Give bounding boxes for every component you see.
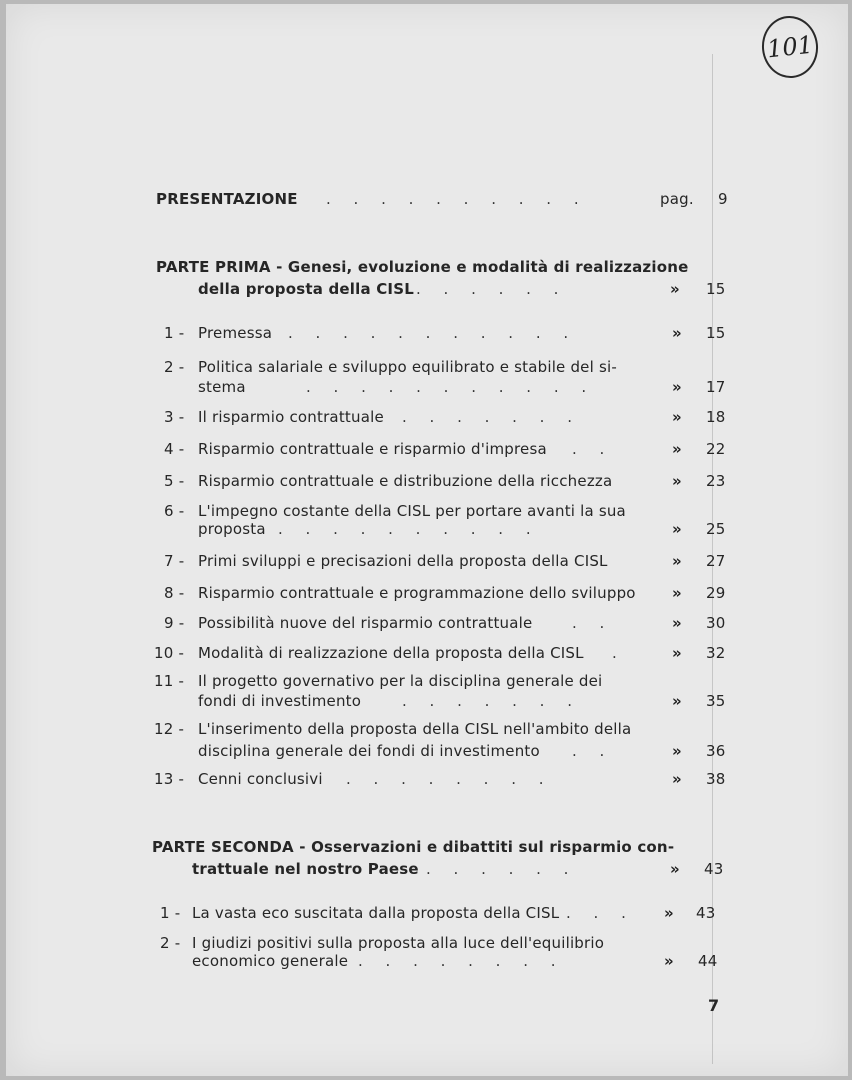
presentazione-pag-label: pag. [660,190,694,208]
presentazione-dots: . . . . . . . . . . [326,190,588,208]
parte-seconda-title: PARTE SECONDA - Osservazioni e dibattiti sul risparmio con- [152,838,675,856]
item-page: 17 [706,378,726,396]
item-number: 13 - [154,770,185,788]
item-title-line2: disciplina generale dei fondi di investimento [198,742,540,760]
item-dots: . [612,644,626,662]
item-number: 1 - [160,904,181,922]
item-dots: . . . . . . . . [346,770,553,788]
item-number: 9 - [164,614,185,632]
item-number: 10 - [154,644,185,662]
item-number: 12 - [154,720,185,738]
item-number: 2 - [164,358,185,376]
item-title-line2: economico generale [192,952,349,970]
item-title: I giudizi positivi sulla proposta alla luce dell'equilibrio [192,934,605,952]
parte-prima-page: 15 [706,280,726,298]
item-title: Risparmio contrattuale e programmazione dello sviluppo [198,584,636,602]
item-number: 6 - [164,502,185,520]
item-mark: » [672,520,682,538]
item-page: 23 [706,472,726,490]
item-title-line2: fondi di investimento [198,692,362,710]
parte-seconda-dots: . . . . . . [426,860,578,878]
item-page: 15 [706,324,726,342]
item-page: 44 [698,952,718,970]
item-mark: » [672,770,682,788]
page-number: 7 [708,996,720,1015]
item-page: 18 [706,408,726,426]
item-page: 43 [696,904,716,922]
item-mark: » [664,904,674,922]
item-title-line2: proposta [198,520,266,538]
item-dots: . . . . . . . . . . . [306,378,596,396]
item-title: Cenni conclusivi [198,770,323,788]
item-mark: » [672,584,682,602]
item-dots: . . . . . . . . . . . [288,324,578,342]
item-mark: » [672,742,682,760]
parte-seconda-title-line2: trattuale nel nostro Paese [192,860,419,878]
item-title-line2: stema [198,378,246,396]
item-title: Risparmio contrattuale e risparmio d'impresa [198,440,547,458]
item-dots: . . [572,440,614,458]
item-mark: » [672,472,682,490]
presentazione-page: 9 [718,190,728,208]
parte-prima-title: PARTE PRIMA - Genesi, evoluzione e modalità di realizzazione [156,258,689,276]
item-page: 32 [706,644,726,662]
parte-seconda-page: 43 [704,860,724,878]
item-title: Possibilità nuove del risparmio contrattuale [198,614,533,632]
item-page: 30 [706,614,726,632]
item-title: Risparmio contrattuale e distribuzione della ricchezza [198,472,613,490]
item-number: 1 - [164,324,185,342]
item-dots: . . [572,742,614,760]
item-title: La vasta eco suscitata dalla proposta della CISL [192,904,560,922]
item-dots: . . [572,614,614,632]
item-page: 36 [706,742,726,760]
item-mark: » [672,408,682,426]
item-page: 25 [706,520,726,538]
item-dots: . . . . . . . . . . [278,520,540,538]
item-number: 5 - [164,472,185,490]
item-mark: » [672,440,682,458]
item-number: 7 - [164,552,185,570]
parte-prima-dots: . . . . . . [416,280,568,298]
item-title: Primi sviluppi e precisazioni della proposta della CISL [198,552,608,570]
item-dots: . . . [566,904,635,922]
item-number: 8 - [164,584,185,602]
item-title: Il risparmio contrattuale [198,408,384,426]
item-mark: » [672,644,682,662]
parte-prima-mark: » [670,280,680,298]
presentazione-title: PRESENTAZIONE [156,190,298,208]
item-mark: » [664,952,674,970]
item-dots: . . . . . . . [402,408,581,426]
item-number: 4 - [164,440,185,458]
item-number: 3 - [164,408,185,426]
item-title: Il progetto governativo per la disciplina generale dei [198,672,603,690]
item-page: 35 [706,692,726,710]
item-title: Premessa [198,324,273,342]
item-mark: » [672,552,682,570]
item-mark: » [672,378,682,396]
item-page: 38 [706,770,726,788]
item-title: Politica salariale e sviluppo equilibrato e stabile del si- [198,358,617,376]
item-page: 22 [706,440,726,458]
item-dots: . . . . . . . . [358,952,565,970]
handwritten-page-annotation: 101 [759,13,821,81]
item-dots: . . . . . . . [402,692,581,710]
item-number: 2 - [160,934,181,952]
parte-prima-title-line2: della proposta della CISL [198,280,414,298]
item-mark: » [672,324,682,342]
item-page: 29 [706,584,726,602]
item-number: 11 - [154,672,185,690]
item-mark: » [672,614,682,632]
item-title: Modalità di realizzazione della proposta della CISL [198,644,584,662]
item-title: L'impegno costante della CISL per portare avanti la sua [198,502,626,520]
document-page [6,4,848,1076]
item-title: L'inserimento della proposta della CISL nell'ambito della [198,720,632,738]
item-page: 27 [706,552,726,570]
parte-seconda-mark: » [670,860,680,878]
item-mark: » [672,692,682,710]
